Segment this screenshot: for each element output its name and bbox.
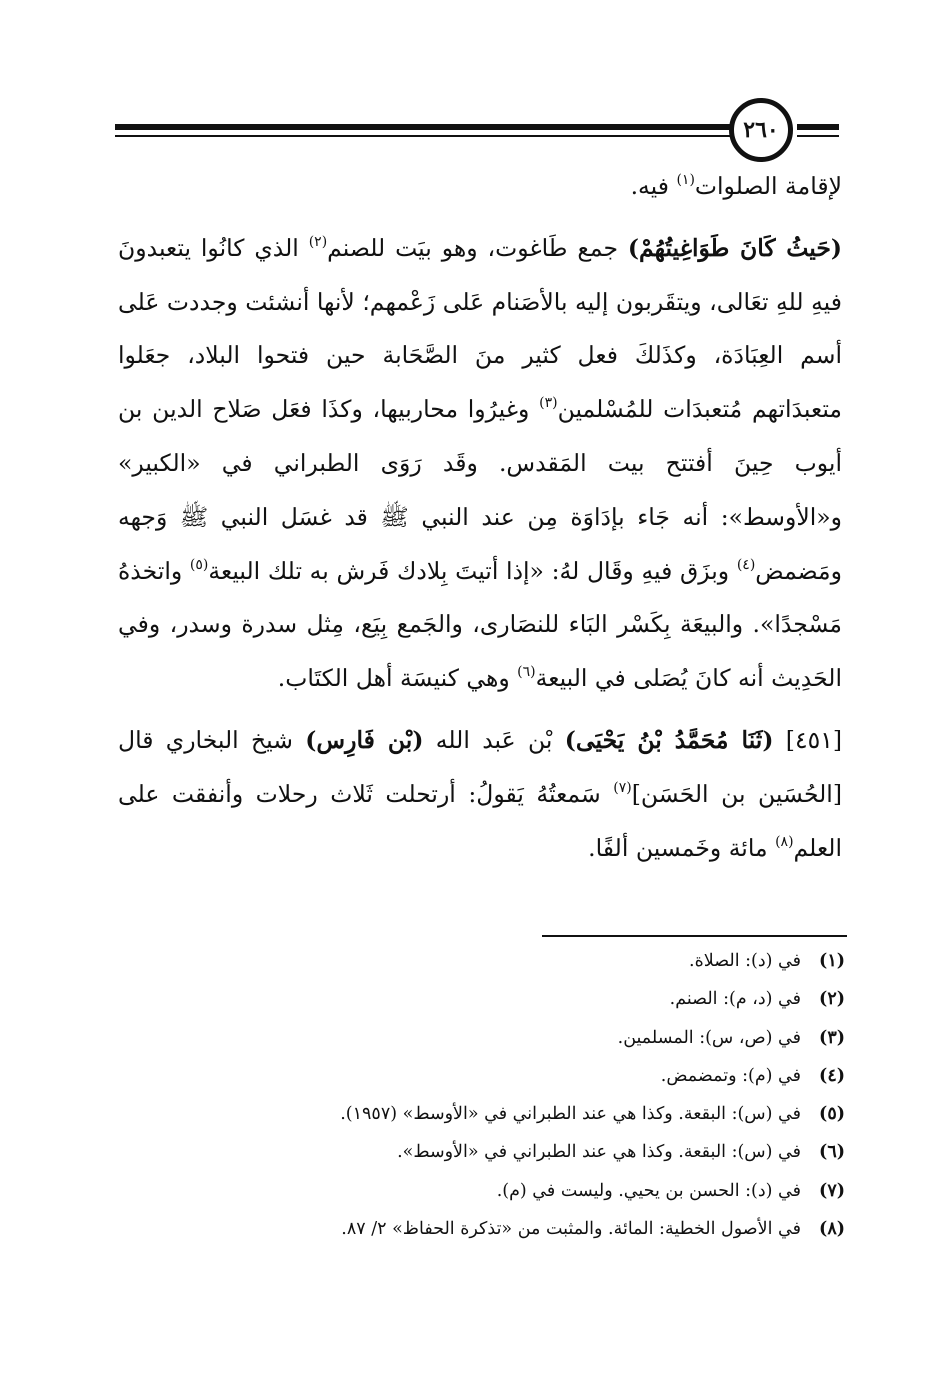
main-text: [118, 160, 842, 875]
footnote-ref: (٧): [613, 779, 632, 796]
footnote-item: [230, 1095, 845, 1133]
footnote-number: (١): [819, 951, 845, 971]
footnote-ref: (٨): [775, 833, 794, 850]
text-run: فيه.: [630, 172, 677, 200]
footnote-text: في (د، م): الصنم.: [669, 989, 801, 1010]
footnote-ref: (٦): [517, 664, 536, 681]
footnotes-list: [230, 942, 845, 1248]
footnote-ref: (٣): [539, 395, 558, 412]
text-run: وغيرُوا محاربيها، وكذَا فعَل صَلاح الدين بن أيوب حِينَ أفتتح بيت المَقدس. وقَد رَوَى الطبراني في «الكبير» و«الأوسط»: أنه جَاء بإدَاوَة مِن عند النبي ﷺ قد غسَل النبي ﷺ وَجهه ومَضمض: [118, 395, 842, 585]
text-run: الذي كانُوا يتعبدونَ فيهِ للهِ تعَالى، ويتقَربون إليه بالأصَنام عَلى زَعْمهم؛ لأنها أنشئت وجددت عَلى أسم العِبَادَة، وكذَلكَ فعل كثير منَ الصَّحَابة حين فتحوا البلاد، جعَلوا متعبدَاتهم مُتعبدَات للمُسْلمين: [118, 233, 842, 424]
footnote-text: في (د): الحسن بن يحيي. وليست في (م).: [496, 1180, 801, 1201]
footnote-item: [230, 1019, 845, 1057]
footnote-text: في (د): الصلاة.: [689, 951, 801, 971]
footnote-number: (٤): [819, 1065, 845, 1086]
footnote-number: (٨): [819, 1219, 845, 1240]
text-run: وهي كنيسَة أهل الكتَاب.: [277, 664, 518, 693]
page-number-badge: [729, 98, 793, 162]
footnote-ref: (١): [676, 172, 695, 188]
footnote-number: (٦): [819, 1142, 845, 1163]
footnote-number: (٣): [819, 1027, 845, 1048]
header-rule-thick: [115, 124, 733, 130]
footnote-number: (٢): [819, 989, 845, 1010]
footnote-number: (٧): [819, 1180, 845, 1201]
header-rule-thin: [115, 135, 733, 137]
text-run: شيخ البخاري قال [الحُسَين بن الحَسَن]: [118, 725, 842, 808]
paragraph-2: [118, 222, 842, 706]
text-run: سَمعتُهُ يَقولُ: أرتحلت ثَلاث رحلات وأنفقت على العلم: [118, 779, 842, 862]
header-rule-right: [797, 124, 839, 130]
page-header: [0, 0, 947, 180]
text-run: واتخذهُ مَسْجدًا». والبيعَة بِكَسْر البَاء للنصَارى، والجَمع بِيَع، مِثل سدرة وسدر، وفي الحَدِيث أنه كانَ يُصَلى في البيعة: [118, 556, 842, 693]
footnote-ref: (٢): [308, 233, 328, 250]
paragraph-3: [118, 714, 842, 875]
footnote-text: في الأصول الخطية: المائة. والمثبت من «تذكرة الحفاظ» ٢/ ٨٧.: [341, 1219, 801, 1240]
footnote-text: في (ص، س): المسلمين.: [617, 1027, 801, 1048]
text-run: لإقامة الصلوات: [694, 172, 842, 200]
hadith-quote: (بْن فَارِس): [305, 725, 424, 754]
footnote-ref: (٥): [189, 556, 209, 573]
footnote-item: [230, 1172, 845, 1210]
footnote-item: [230, 980, 845, 1018]
page-number: ٢٦٠: [743, 117, 779, 143]
footnote-item: [230, 1133, 845, 1171]
footnote-item: [230, 942, 845, 980]
hadith-quote: (ثَنَا مُحَمَّدُ بْنُ يَحْيَى): [564, 725, 774, 754]
header-rule-right-thin: [797, 135, 839, 137]
text-run: جمع طَاغوت، وهو بيَت للصنم: [327, 233, 628, 262]
footnote-ref: (٤): [736, 556, 756, 573]
footnote-item: [230, 1057, 845, 1095]
paragraph-1: [118, 160, 842, 214]
footnote-text: في (م): وتمضمض.: [660, 1065, 801, 1086]
text-run: بْن عَبد الله: [423, 725, 565, 754]
hadith-quote: (حَيثُ كَانَ طَوَاغِيتُهُمْ): [627, 233, 843, 262]
footnote-item: [230, 1210, 845, 1248]
footnote-number: (٥): [819, 1104, 845, 1125]
text-run: مائة وخَمسين ألفًا.: [588, 833, 776, 862]
footnote-text: في (س): البقعة. وكذا هي عند الطبراني في «الأوسط» (١٩٥٧).: [340, 1104, 801, 1125]
footnote-text: في (س): البقعة. وكذا هي عند الطبراني في «الأوسط».: [397, 1142, 801, 1163]
text-run: وبزَق فيهِ وقَال لهُ: «إذا أتيتَ بِلادك فَرش به تلك البيعة: [208, 556, 737, 585]
footnote-divider: [542, 935, 847, 937]
hadith-number: [٤٥١]: [773, 725, 843, 754]
